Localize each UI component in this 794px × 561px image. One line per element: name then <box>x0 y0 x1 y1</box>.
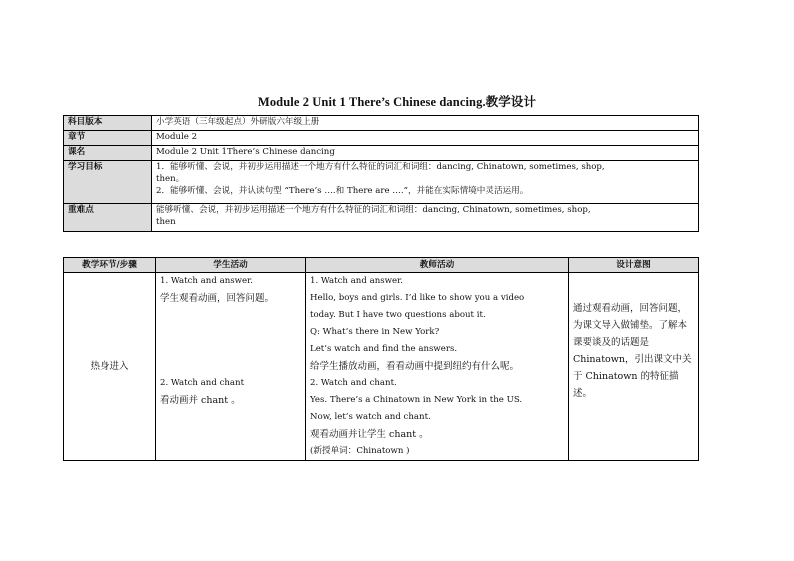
teaching-activity-table <box>63 257 699 461</box>
info-value-objectives <box>152 161 699 204</box>
info-label-lesson: 课名 <box>64 146 152 161</box>
info-row-subject <box>64 116 699 131</box>
info-label-subject: 科目版本 <box>64 116 152 131</box>
objective-line: 1．能够听懂、会说，并初步运用描述一个地方有什么特征的词汇和词组：dancing, Chinatown, sometimes, shop, <box>156 162 605 172</box>
info-value-subject: 小学英语（三年级起点）外研版六年级上册 <box>152 116 699 131</box>
student-line: 1. Watch and answer. <box>160 276 253 286</box>
info-value-key-points <box>152 204 699 232</box>
student-line: 看动画并 chant 。 <box>160 395 241 406</box>
teacher-line: Now, let’s watch and chant. <box>310 412 431 422</box>
info-row-key-points <box>64 204 699 232</box>
document-title: Module 2 Unit 1 There’s Chinese dancing.教学设计 <box>257 95 537 109</box>
header-stage: 教学环节/步骤 <box>64 258 156 273</box>
objective-line: 2．能够听懂、会说，并认读句型 “There’s ….和 There are ….”，并能在实际情境中灵活运用。 <box>156 186 529 196</box>
student-line: 学生观看动画，回答问题。 <box>160 293 275 304</box>
stage-cell: 热身进入 <box>64 273 156 461</box>
objective-line: then。 <box>156 174 185 184</box>
teacher-line: (新授单词：Chinatown ) <box>310 446 410 456</box>
header-student-activity: 学生活动 <box>156 258 306 273</box>
course-info-table <box>63 115 699 232</box>
design-intent-text: 通过观看动画，回答问题，为课文导入做铺垫。了解本课要谈及的话题是Chinatown，引出课文中关于 Chinatown 的特征描述。 <box>573 303 692 399</box>
teacher-line: Yes. There’s a Chinatown in New York in the US. <box>310 395 523 405</box>
info-value-chapter: Module 2 <box>152 131 699 146</box>
header-teacher-activity: 教师活动 <box>306 258 569 273</box>
info-label-chapter: 章节 <box>64 131 152 146</box>
key-point-line: then <box>156 217 176 227</box>
teacher-line: 2. Watch and chant. <box>310 378 397 388</box>
header-design-intent: 设计意图 <box>569 258 699 273</box>
activity-row-warmup <box>64 273 699 461</box>
info-value-lesson: Module 2 Unit 1There’s Chinese dancing <box>152 146 699 161</box>
teacher-line: today. But I have two questions about it. <box>310 310 486 320</box>
teacher-line: Hello, boys and girls. I’d like to show you a video <box>310 293 525 303</box>
key-point-line: 能够听懂、会说，并初步运用描述一个地方有什么特征的词汇和词组：dancing, Chinatown, sometimes, shop, <box>156 205 591 215</box>
info-row-objectives <box>64 161 699 204</box>
info-label-key-points: 重难点 <box>64 204 152 232</box>
student-line: 2. Watch and chant <box>160 378 245 388</box>
activity-header-row <box>64 258 699 273</box>
teacher-activity-cell <box>306 273 569 461</box>
info-label-objectives: 学习目标 <box>64 161 152 204</box>
info-row-chapter <box>64 131 699 146</box>
info-row-lesson <box>64 146 699 161</box>
teacher-line: 观看动画并让学生 chant 。 <box>310 429 429 440</box>
teacher-line: 1. Watch and answer. <box>310 276 403 286</box>
design-intent-cell <box>569 273 699 461</box>
teacher-line: 给学生播放动画，看看动画中提到纽约有什么呢。 <box>310 361 520 372</box>
student-activity-cell <box>156 273 306 461</box>
teacher-line: Let’s watch and find the answers. <box>310 344 458 354</box>
teacher-line: Q: What’s there in New York? <box>310 327 440 337</box>
